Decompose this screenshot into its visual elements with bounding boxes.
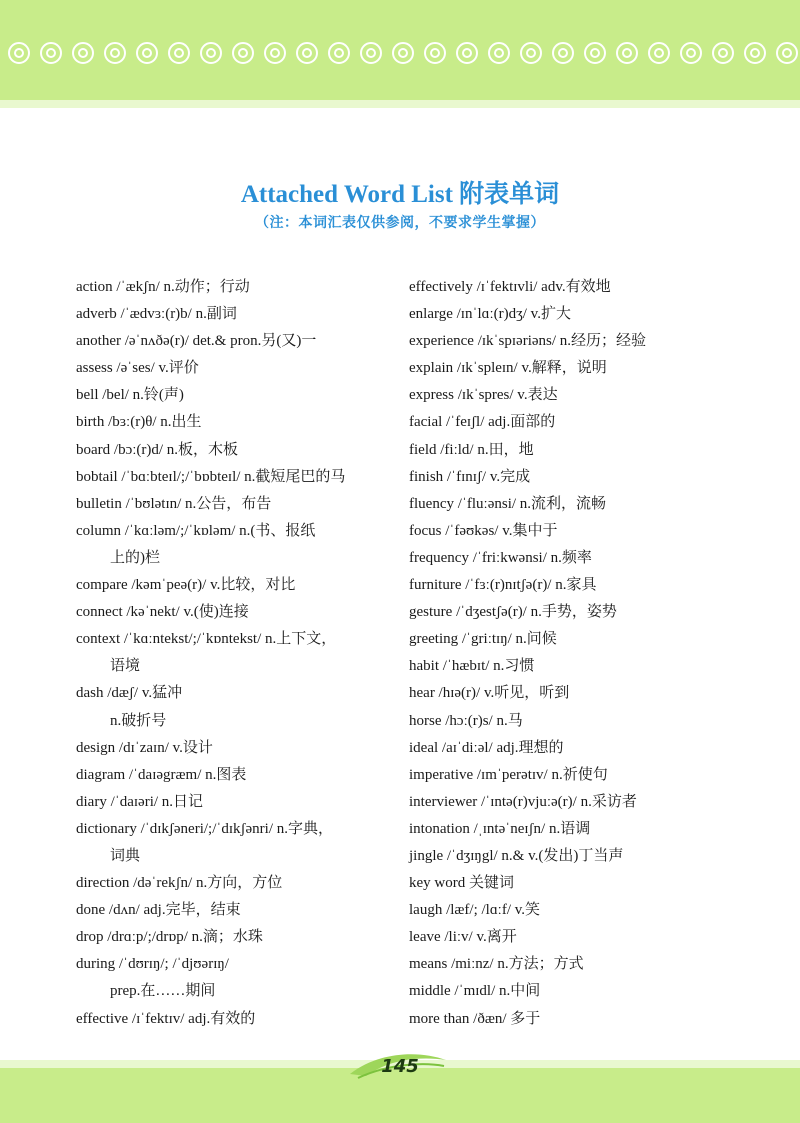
word-entry: express /ɪkˈspres/ v.表达 [409, 387, 558, 404]
word-entry: dictionary /ˈdɪkʃəneri/;/ˈdɪkʃənri/ n.字典， [76, 820, 334, 837]
word-entry: diary /ˈdaɪəri/ n.日记 [76, 793, 204, 810]
ring-icon [456, 42, 478, 64]
word-entry: key word 关键词 [409, 875, 514, 892]
word-entry: bulletin /ˈbʊlətɪn/ n.公告，布告 [76, 495, 272, 512]
ring-icon [8, 42, 30, 64]
ring-icon [328, 42, 350, 64]
page-note: （注：本词汇表仅供参阅，不要求学生掌握） [255, 215, 545, 231]
word-entry: jingle /ˈdʒɪŋgl/ n.& v.(发出)丁当声 [409, 847, 624, 864]
word-entry: explain /ɪkˈspleɪn/ v.解释，说明 [409, 360, 607, 377]
word-entry: experience /ɪkˈspɪəriəns/ n.经历；经验 [409, 333, 647, 350]
word-entry: drop /drɑːp/;/drɒp/ n.滴；水珠 [76, 929, 263, 946]
top-band-stripe [0, 100, 800, 108]
word-entry: bell /bel/ n.铃(声) [76, 387, 184, 404]
ring-decoration-row [8, 36, 798, 72]
ring-icon [296, 42, 318, 64]
word-entry: column /ˈkɑːləm/;/ˈkɒləm/ n.(书、报纸 [76, 522, 316, 539]
ring-icon [264, 42, 286, 64]
word-entry: ideal /aɪˈdiːəl/ adj.理想的 [409, 739, 564, 756]
word-entry: horse /hɔː(r)s/ n.马 [409, 712, 523, 729]
ring-icon [712, 42, 734, 64]
word-entry: dash /dæʃ/ v.猛冲 [76, 685, 183, 702]
ring-icon [520, 42, 542, 64]
word-entry: field /fiːld/ n.田，地 [409, 441, 534, 458]
ring-icon [424, 42, 446, 64]
word-entry: fluency /ˈfluːənsi/ n.流利，流畅 [409, 495, 607, 512]
word-entry: effective /ɪˈfektɪv/ adj.有效的 [76, 1010, 256, 1027]
word-entry: during /ˈdʊrɪŋ/; /ˈdjʊərɪŋ/ [76, 956, 229, 973]
word-entry: 词典 [110, 847, 141, 864]
ring-icon [584, 42, 606, 64]
ring-icon [392, 42, 414, 64]
ring-icon [680, 42, 702, 64]
word-entry: middle /ˈmɪdl/ n.中间 [409, 983, 541, 1000]
word-entry: 上的)栏 [110, 549, 160, 566]
word-entry: direction /dəˈrekʃn/ n.方向，方位 [76, 875, 283, 892]
word-list-right-column [409, 274, 739, 1033]
word-entry: board /bɔː(r)d/ n.板，木板 [76, 441, 239, 458]
word-entry: 语境 [110, 658, 141, 675]
ring-icon [72, 42, 94, 64]
word-entry: n.破折号 [110, 712, 167, 729]
word-entry: bobtail /ˈbɑːbteɪl/;/ˈbɒbteɪl/ n.截短尾巴的马 [76, 468, 346, 485]
word-entry: focus /ˈfəʊkəs/ v.集中于 [409, 522, 558, 539]
word-entry: leave /liːv/ v.离开 [409, 929, 517, 946]
word-entry: furniture /ˈfɜː(r)nɪtʃə(r)/ n.家具 [409, 577, 597, 594]
page-number-badge [340, 1046, 460, 1090]
word-entry: greeting /ˈgriːtɪŋ/ n.问候 [409, 631, 557, 648]
word-entry: effectively /ɪˈfektɪvli/ adv.有效地 [409, 279, 611, 295]
word-entry: prep.在……期间 [110, 983, 216, 1000]
word-list-left-column [76, 274, 396, 1033]
word-entry: means /miːnz/ n.方法；方式 [409, 956, 584, 973]
ring-icon [200, 42, 222, 64]
word-entry: frequency /ˈfriːkwənsi/ n.频率 [409, 549, 592, 566]
word-entry: intonation /ˌɪntəˈneɪʃn/ n.语调 [409, 820, 591, 837]
word-entry: gesture /ˈdʒestʃə(r)/ n.手势，姿势 [409, 604, 617, 621]
ring-icon [360, 42, 382, 64]
ring-icon [168, 42, 190, 64]
word-entry: assess /əˈses/ v.评价 [76, 360, 199, 377]
word-entry: finish /ˈfɪnɪʃ/ v.完成 [409, 468, 531, 485]
word-entry: adverb /ˈædvɜː(r)b/ n.副词 [76, 306, 237, 323]
word-entry: design /dɪˈzaɪn/ v.设计 [76, 739, 213, 756]
ring-icon [776, 42, 798, 64]
ring-icon [232, 42, 254, 64]
word-entry: another /əˈnʌðə(r)/ det.& pron.另(又)一 [76, 333, 317, 350]
word-entry: enlarge /ɪnˈlɑː(r)dʒ/ v.扩大 [409, 306, 571, 323]
word-entry: imperative /ɪmˈperətɪv/ n.祈使句 [409, 766, 608, 783]
ring-icon [744, 42, 766, 64]
page-number: 145 [381, 1056, 419, 1077]
ring-icon [552, 42, 574, 64]
word-entry: compare /kəmˈpeə(r)/ v.比较，对比 [76, 577, 296, 594]
word-entry: birth /bɜː(r)θ/ n.出生 [76, 414, 202, 431]
ring-icon [488, 42, 510, 64]
page-title: Attached Word List 附表单词 [240, 181, 560, 208]
word-entry: habit /ˈhæbɪt/ n.习惯 [409, 658, 535, 675]
word-entry: laugh /læf/; /lɑːf/ v.笑 [409, 902, 541, 919]
word-entry: interviewer /ˈɪntə(r)vjuːə(r)/ n.采访者 [409, 793, 637, 810]
ring-icon [40, 42, 62, 64]
word-entry: done /dʌn/ adj.完毕，结束 [76, 902, 241, 919]
word-entry: facial /ˈfeɪʃl/ adj.面部的 [409, 414, 556, 431]
word-entry: connect /kəˈnekt/ v.(使)连接 [76, 604, 249, 621]
word-entry: hear /hɪə(r)/ v.听见，听到 [409, 685, 570, 702]
word-entry: more than /ðæn/ 多于 [409, 1010, 541, 1027]
word-entry: diagram /ˈdaɪəgræm/ n.图表 [76, 766, 247, 783]
ring-icon [104, 42, 126, 64]
ring-icon [648, 42, 670, 64]
ring-icon [616, 42, 638, 64]
word-entry: action /ˈækʃn/ n.动作；行动 [76, 279, 250, 295]
ring-icon [136, 42, 158, 64]
word-entry: context /ˈkɑːntekst/;/ˈkɒntekst/ n.上下文， [76, 631, 337, 648]
